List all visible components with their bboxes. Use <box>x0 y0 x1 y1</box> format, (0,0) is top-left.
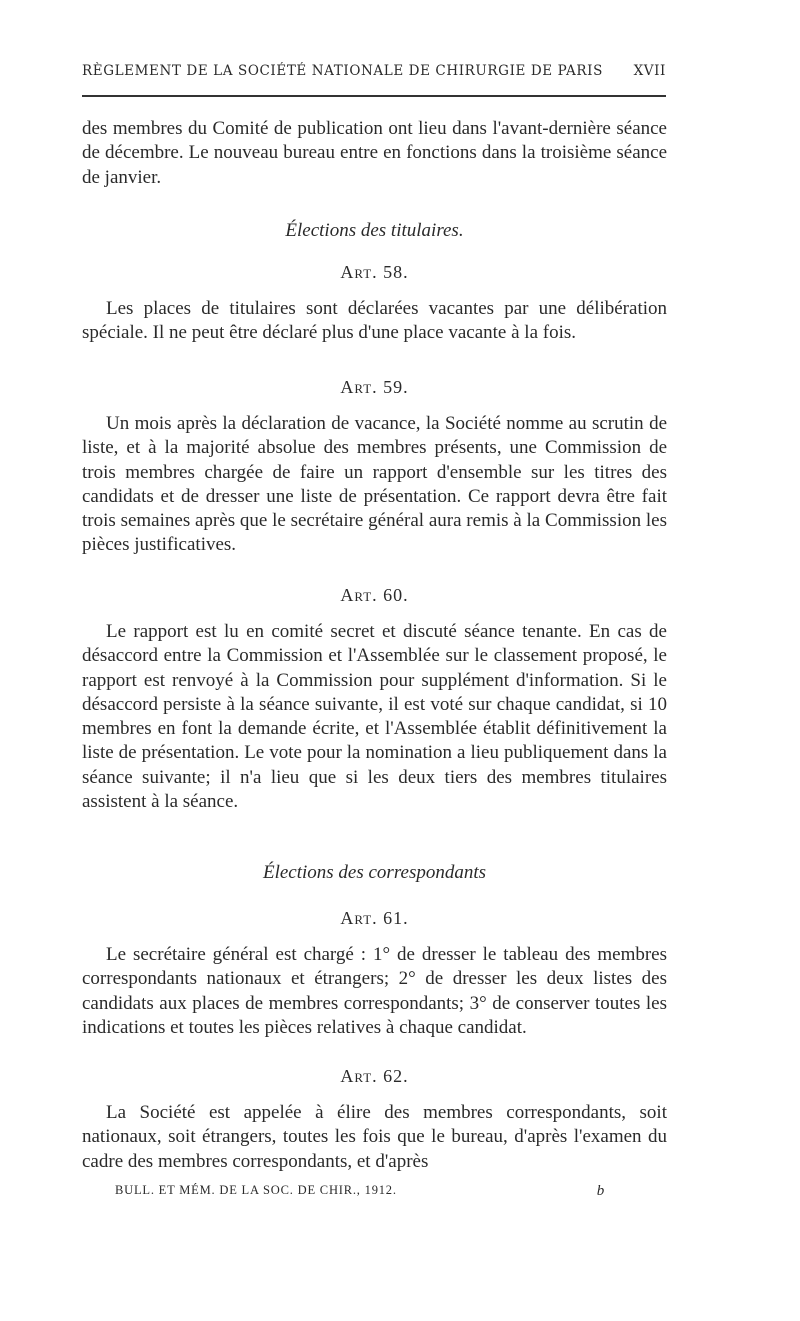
running-title: RÈGLEMENT DE LA SOCIÉTÉ NATIONALE DE CHIRURGIE DE PARIS <box>82 63 603 79</box>
article-heading-59: Art. 59. <box>340 377 409 397</box>
article-heading-61: Art. 61. <box>340 908 409 928</box>
article-text-62: La Société est appelée à élire des membres correspondants, soit nationaux, soit étrangers, toutes les fois que le bureau, d'après l'examen du cadre des membres correspondants, et d'après <box>82 1102 667 1172</box>
section-heading-correspondants: Élections des correspondants <box>262 862 487 883</box>
article-heading-58: Art. 58. <box>340 262 409 282</box>
page-footer <box>115 1183 605 1200</box>
footer-signature-mark: b <box>596 1183 605 1199</box>
article-heading-60: Art. 60. <box>340 585 409 605</box>
article-text-59: Un mois après la déclaration de vacance, la Société nomme au scrutin de liste, et à la majorité absolue des membres présents, une Commission de trois membres chargée de faire un rapport d'ensemble sur les titres des candidats et de dresser une liste de présentation. Ce rapport devra être fait trois semaines après que le secrétaire général aura remis à la Commission les pièces justificatives. <box>82 413 667 556</box>
header-rule <box>82 95 666 97</box>
section-heading-titulaires: Élections des titulaires. <box>285 220 464 241</box>
article-text-58: Les places de titulaires sont déclarées vacantes par une délibération spéciale. Il ne peut être déclaré plus d'une place vacante à la fois. <box>82 298 667 344</box>
article-heading-62: Art. 62. <box>340 1066 409 1086</box>
running-header <box>82 63 666 79</box>
footer-imprint: BULL. ET MÉM. DE LA SOC. DE CHIR., 1912. <box>115 1183 397 1197</box>
paragraph-continued: des membres du Comité de publication ont lieu dans l'avant-dernière séance de décembre. Le nouveau bureau entre en fonctions dans la troisième séance de janvier. <box>82 118 667 188</box>
page-number: XVII <box>633 63 666 79</box>
article-text-61: Le secrétaire général est chargé : 1° de dresser le tableau des membres correspondants nationaux et étrangers; 2° de dresser les deux listes des candidats aux places de membres correspondants; 3° de conserver toutes les indications et toutes les pièces relatives à chaque candidat. <box>82 944 667 1038</box>
article-text-60: Le rapport est lu en comité secret et discuté séance tenante. En cas de désaccord entre la Commission et l'Assemblée sur le classement proposé, le rapport est renvoyé à la Commission pour supplément d'information. Si le désaccord persiste à la séance suivante, il est voté sur chaque candidat, si 10 membres en font la demande écrite, et l'Assemblée établit définitivement la liste de présentation. Le vote pour la nomination a lieu publiquement dans la séance suivante; il n'a lieu que si les deux tiers des membres titulaires assistent à la séance. <box>82 621 667 813</box>
